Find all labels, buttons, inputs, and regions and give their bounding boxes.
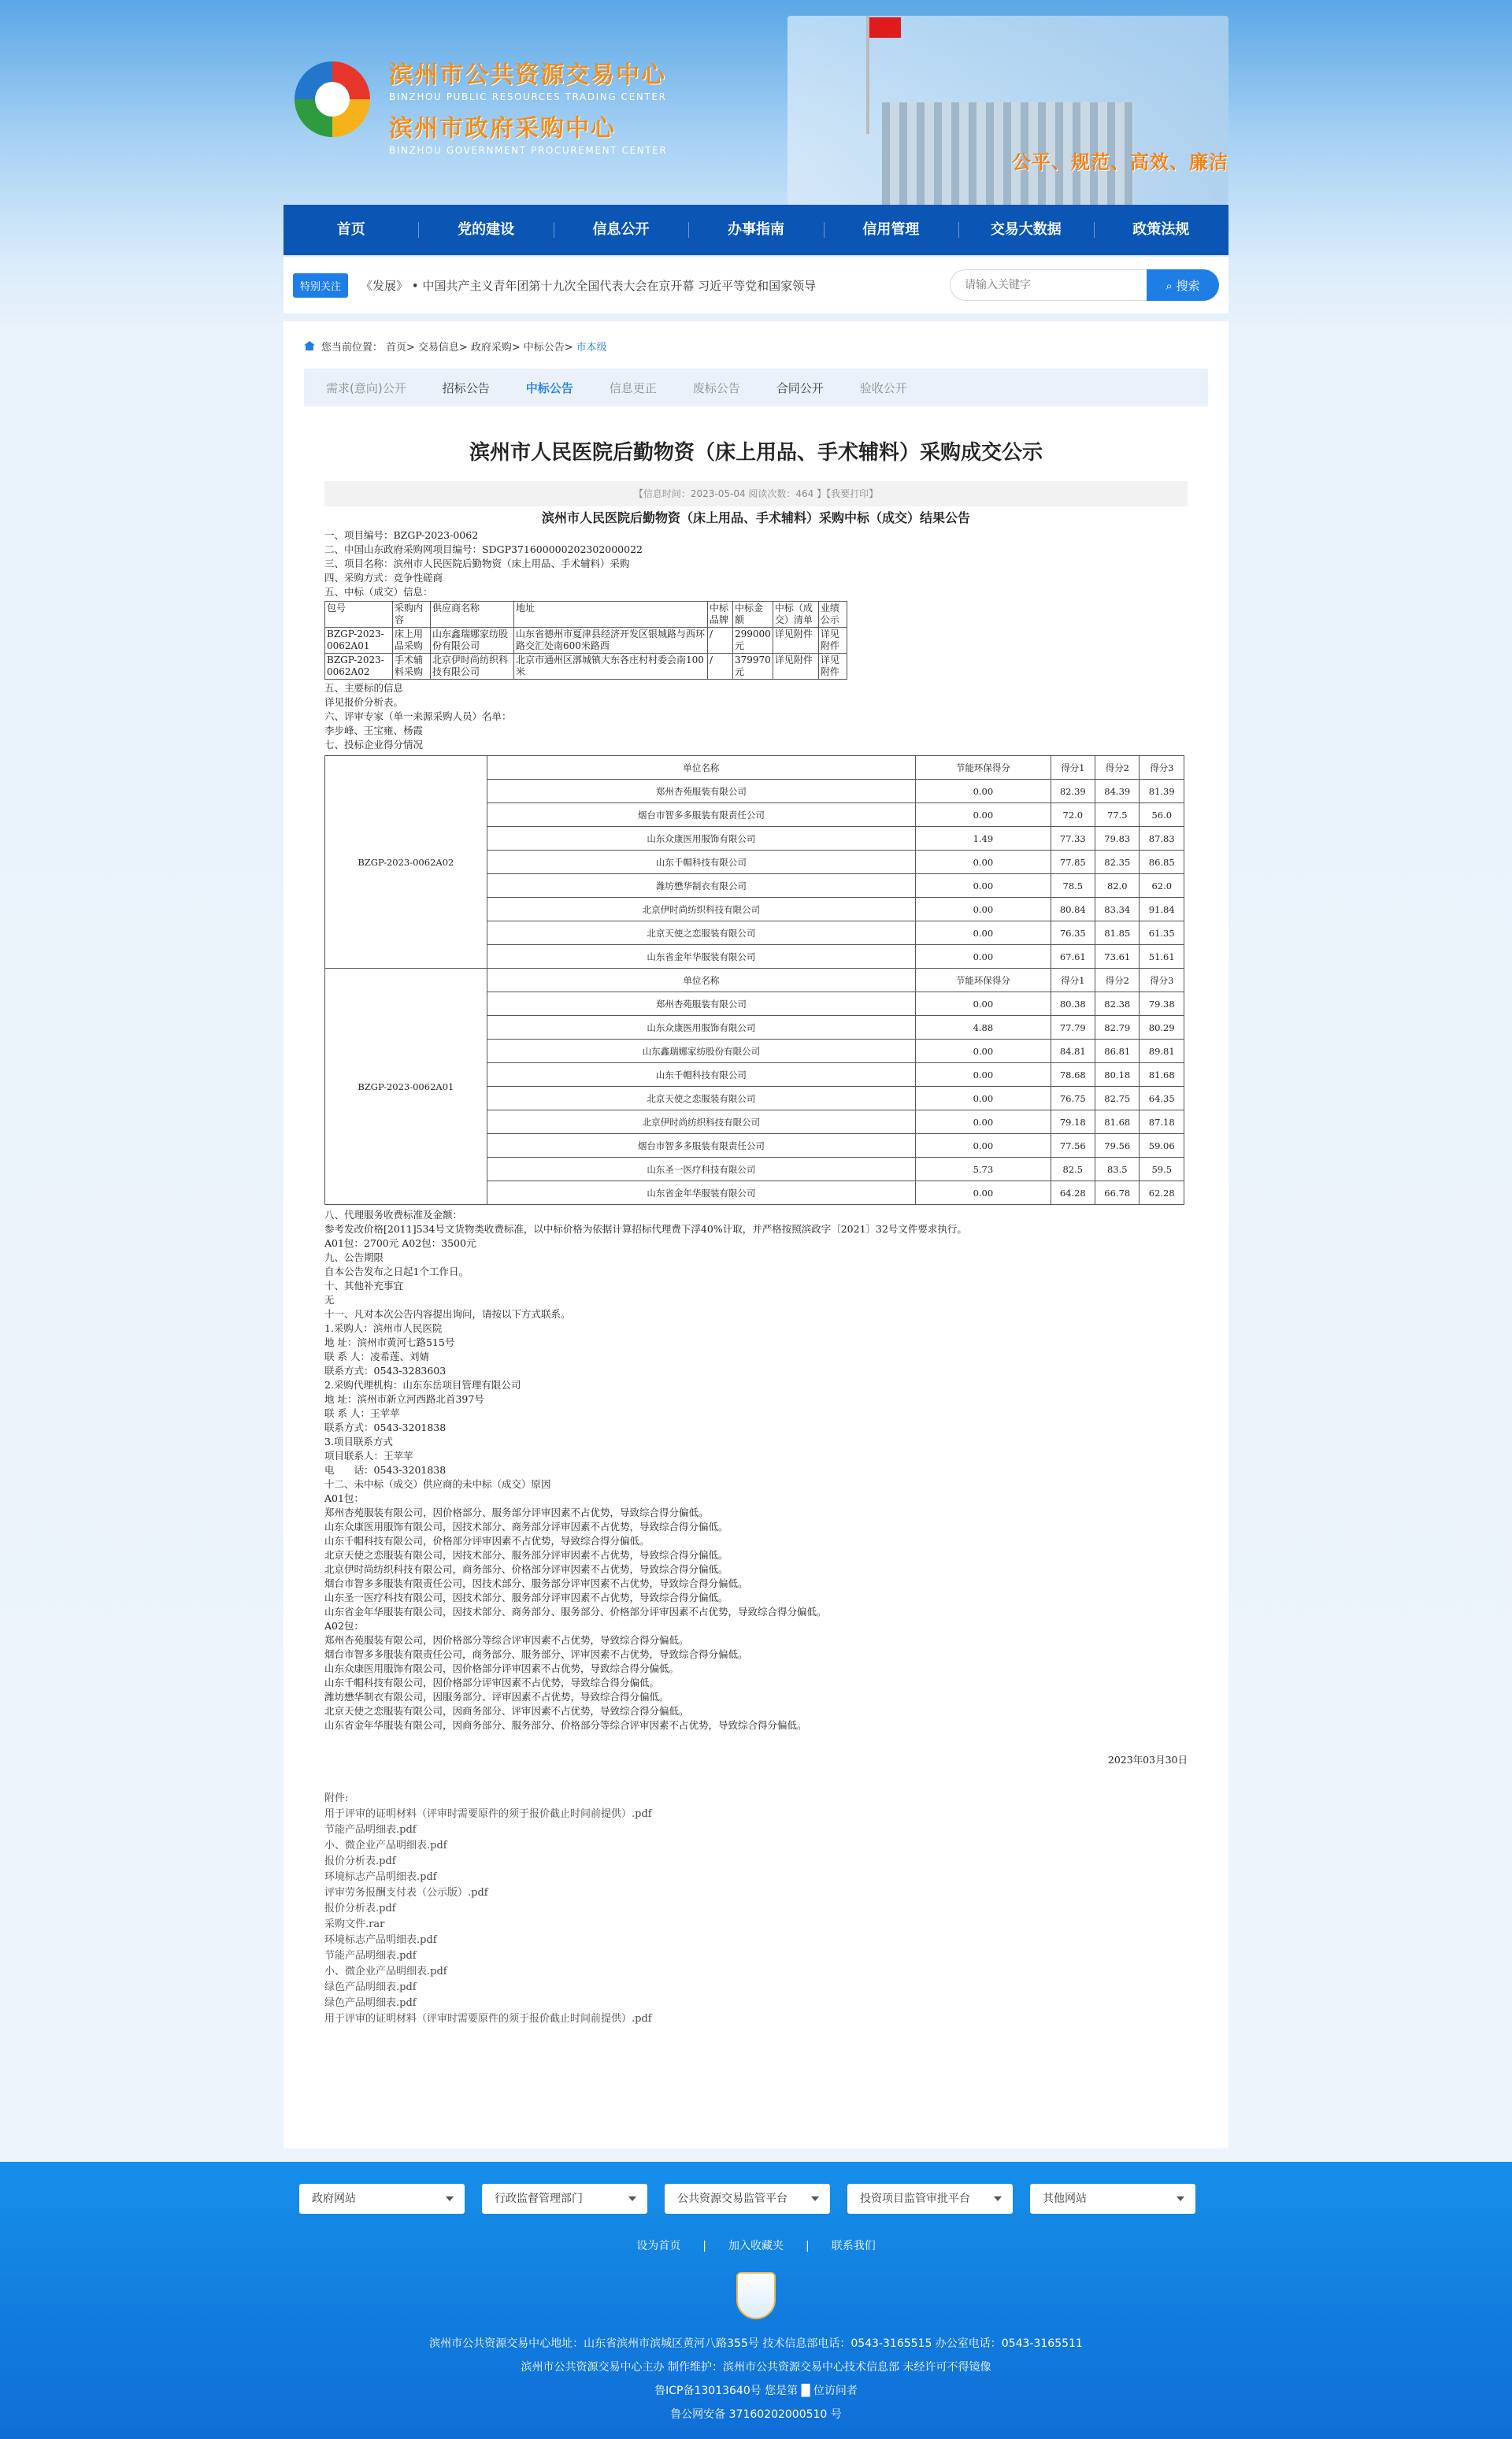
award-header-cell: 供应商名称 [431,602,514,628]
award-cell: 379970元 [733,654,773,680]
footer-select-label: 其他网站 [1043,2193,1087,2205]
building-image [788,16,1228,205]
attachment-link[interactable]: 节能产品明细表.pdf [324,1950,417,1962]
section-contacts [324,1208,1188,1733]
award-cell: 299000元 [733,628,773,654]
award-cell: 手术辅料采购 [393,654,431,680]
award-header-cell: 中标（成交）清单 [773,602,818,628]
score-cell: 80.84 [1051,898,1095,921]
award-header-cell: 业绩公示 [818,602,847,628]
score-header-cell: 得分3 [1140,756,1184,780]
article-line: 七、投标企业得分情况 [324,739,424,751]
score-header-cell: 单位名称 [487,969,915,992]
article-line: 电 话：0543-3201838 [324,1464,447,1476]
brand-title-2: 滨州市政府采购中心 [389,115,616,143]
article-line: 无 [324,1294,335,1306]
article-line: 十、其他补充事宜 [324,1280,404,1292]
notice-tag: 特别关注 [293,273,348,298]
score-cell: 73.61 [1095,945,1140,969]
score-header-cell: 得分3 [1140,969,1184,992]
score-cell: 91.84 [1140,898,1184,921]
attachment-link[interactable]: 报价分析表.pdf [324,1903,396,1915]
breadcrumb-home[interactable]: 首页> [386,341,415,354]
chevron-down-icon [1177,2196,1184,2201]
score-cell: 0.00 [916,780,1051,803]
gov-emblem-icon[interactable] [736,2272,776,2319]
footer-select[interactable] [299,2184,465,2214]
score-cell: 山东众康医用服饰有限公司 [487,1016,915,1040]
score-cell: 79.83 [1095,827,1140,851]
article-line: 十二、未中标（成交）供应商的未中标（成交）原因 [324,1478,551,1490]
article-line: 联系方式：0543-3201838 [324,1422,447,1433]
table-row [325,628,847,654]
score-cell: 82.35 [1095,851,1140,874]
brand-subtitle-2: BINZHOU GOVERNMENT PROCUREMENT CENTER [389,145,668,156]
score-cell: 77.79 [1051,1016,1095,1040]
article-line: 九、公告期限 [324,1251,384,1263]
article-line: 一、项目编号：BZGP-2023-0062 [324,529,479,541]
score-cell: 烟台市智多多服装有限责任公司 [487,1134,915,1158]
score-cell: 83.5 [1095,1158,1140,1181]
award-cell: / [708,628,733,654]
footer-select[interactable] [847,2184,1013,2214]
score-cell: 82.75 [1095,1087,1140,1110]
attachment-link[interactable]: 用于评审的证明材料（评审时需要原件的须于报价截止时间前提供）.pdf [324,1808,652,1820]
score-cell: 山东众康医用服饰有限公司 [487,827,915,851]
logo-icon[interactable] [295,61,370,137]
search-button[interactable] [1147,269,1219,301]
score-cell: 81.68 [1140,1063,1184,1087]
footer-link[interactable]: 加入收藏夹 [728,2240,784,2252]
package-cell: BZGP-2023-0062A02 [325,756,487,969]
article-line: 北京伊时尚纺织科技有限公司，商务部分、价格部分评审因素不占优势，导致综合得分偏低。 [324,1563,728,1575]
article-line: 联 系 人：凌希莲、刘婧 [324,1351,429,1362]
article-line: 3.项目联系方式 [324,1436,393,1447]
score-cell: 郑州杏苑服装有限公司 [487,992,915,1016]
attachment-link[interactable]: 用于评审的证明材料（评审时需要原件的须于报价截止时间前提供）.pdf [324,2013,652,2025]
article-line: 烟台市智多多服装有限责任公司，商务部分、服务部分、评审因素不占优势，导致综合得分偏低。 [324,1648,748,1660]
article-body [324,511,1188,2027]
section-experts [324,681,1188,752]
score-cell: 79.18 [1051,1110,1095,1134]
flag-icon [866,16,869,134]
footer-select-label: 政府网站 [312,2193,356,2205]
score-cell: 北京伊时尚纺织科技有限公司 [487,1110,915,1134]
publish-date: 2023年03月30日 [1107,1754,1188,1766]
link-divider: | [702,2240,706,2252]
main-nav [284,205,1228,255]
footer [0,2162,1512,2439]
tab-correction[interactable]: 信息更正 [609,380,657,395]
award-cell: 详见附件 [773,654,818,680]
breadcrumb-procure[interactable]: 政府采购> [470,341,521,354]
score-cell: 北京天使之恋服装有限公司 [487,921,915,945]
score-header-cell: 得分1 [1051,969,1095,992]
footer-select-label: 公共资源交易监管平台 [677,2193,788,2205]
score-cell: 山东千帽科技有限公司 [487,851,915,874]
award-cell: BZGP-2023-0062A01 [325,628,393,654]
score-cell: 0.00 [916,1040,1051,1063]
score-cell: 67.61 [1051,945,1095,969]
chevron-down-icon [811,2196,819,2201]
breadcrumb-prefix: 您当前位置： [321,341,384,354]
score-cell: 77.85 [1051,851,1095,874]
award-header-cell: 中标金额 [733,602,773,628]
award-header-cell: 采购内容 [393,602,431,628]
score-cell: 77.33 [1051,827,1095,851]
score-cell: 82.0 [1095,874,1140,898]
attachment-link[interactable]: 采购文件.rar [324,1918,385,1930]
nav-bigdata[interactable]: 交易大数据 [958,205,1093,255]
article-line: 地 址：滨州市黄河七路515号 [324,1336,455,1348]
attachment-link[interactable]: 报价分析表.pdf [324,1855,396,1867]
footer-info-line: 滨州市公共资源交易中心地址：山东省滨州市滨城区黄河八路355号 技术信息部电话：0543-3165515 办公室电话：0543-3165511 [429,2337,1083,2350]
chevron-down-icon [628,2196,636,2201]
brand [389,55,667,162]
score-cell: 80.29 [1140,1016,1184,1040]
score-cell: 66.78 [1095,1181,1140,1205]
article-title: 滨州市人民医院后勤物资（床上用品、手术辅料）采购成交公示 [469,441,1043,465]
article-line: 三、项目名称：滨州市人民医院后勤物资（床上用品、手术辅料）采购 [324,558,630,569]
article-line: 郑州杏苑服装有限公司，因价格部分等综合评审因素不占优势，导致综合得分偏低。 [324,1634,689,1646]
footer-info [0,2332,1512,2426]
nav-guide[interactable]: 办事指南 [688,205,823,255]
article-line: 山东众康医用服饰有限公司，因价格部分评审因素不占优势，导致综合得分偏低。 [324,1662,680,1674]
home-icon [304,341,315,350]
article-line: 2.采购代理机构：山东东岳项目管理有限公司 [324,1379,521,1391]
score-cell: 89.81 [1140,1040,1184,1063]
tab-void[interactable]: 废标公告 [692,380,740,395]
score-cell: 5.73 [916,1158,1051,1181]
score-cell: 78.5 [1051,874,1095,898]
tab-contract[interactable]: 合同公开 [776,380,824,395]
score-cell: 山东鑫瑞娜家纺股份有限公司 [487,1040,915,1063]
attachment-link[interactable]: 小、微企业产品明细表.pdf [324,1966,447,1978]
footer-select[interactable] [1030,2184,1195,2214]
article-line: 山东圣一医疗科技有限公司，因技术部分、服务部分评审因素不占优势，导致综合得分偏低。 [324,1592,728,1603]
score-cell: 81.68 [1095,1110,1140,1134]
search-button-label: 搜索 [1176,278,1200,293]
score-cell: 72.0 [1051,803,1095,827]
brand-title-1: 滨州市公共资源交易中心 [389,61,666,89]
score-cell: 78.68 [1051,1063,1095,1087]
nav-credit[interactable]: 信用管理 [824,205,958,255]
award-header-cell: 中标品牌 [708,602,733,628]
award-cell: 详见附件 [818,654,847,680]
attachments [324,1791,1188,2027]
article-line: 山东省金年华服装有限公司，因技术部分、商务部分、服务部分、价格部分评审因素不占优势，导致综合得分偏低。 [324,1606,827,1618]
article-line: 烟台市智多多服装有限责任公司，因技术部分、服务部分评审因素不占优势，导致综合得分偏低。 [324,1577,748,1589]
article-line: 二、中国山东政府采购网项目编号：SDGP371600000202302000022 [324,543,643,555]
award-cell: 详见附件 [773,628,818,654]
award-cell: 床上用品采购 [393,628,431,654]
search-icon: ⌕ [1166,278,1177,293]
attachment-link[interactable]: 节能产品明细表.pdf [324,1824,417,1836]
score-cell: 51.61 [1140,945,1184,969]
score-cell: 83.34 [1095,898,1140,921]
article-line: 五、中标（成交）信息： [324,586,433,598]
article-line: 联 系 人：王苹苹 [324,1407,400,1419]
article-line: A01包： [324,1492,364,1504]
score-cell: 0.00 [916,992,1051,1016]
score-cell: 山东圣一医疗科技有限公司 [487,1158,915,1181]
score-cell: 0.00 [916,945,1051,969]
article-line: 详见报价分析表。 [324,696,404,708]
award-cell: BZGP-2023-0062A02 [325,654,393,680]
score-cell: 1.49 [916,827,1051,851]
chevron-down-icon [446,2196,454,2201]
award-cell: 山东省德州市夏津县经济开发区银城路与西环路交汇处南600米路西 [514,628,708,654]
score-cell: 北京天使之恋服装有限公司 [487,1087,915,1110]
score-cell: 87.18 [1140,1110,1184,1134]
article-line: 山东省金年华服装有限公司，因商务部分、服务部分、价格部分等综合评审因素不占优势，导致综合得分偏低。 [324,1719,807,1731]
notice-marquee[interactable]: 《发展》 • 中国共产主义青年团第十九次全国代表大会在京开幕 习近平等党和国家领导 [361,278,817,293]
breadcrumb-award[interactable]: 中标公告> [523,341,573,354]
footer-info-line: 鲁ICP备13013640号 您是第 █ 位访问者 [654,2385,858,2397]
article-line: 山东众康医用服饰有限公司，因技术部分、商务部分评审因素不占优势，导致综合得分偏低。 [324,1521,728,1533]
score-cell: 0.00 [916,1181,1051,1205]
score-cell: 77.5 [1095,803,1140,827]
article-line: 联系方式：0543-3283603 [324,1365,447,1377]
article-line: A02包： [324,1620,364,1632]
score-cell: 64.28 [1051,1181,1095,1205]
article-line: A01包：2700元 A02包：3500元 [324,1237,476,1249]
score-cell: 79.56 [1095,1134,1140,1158]
score-cell: 0.00 [916,1063,1051,1087]
footer-select[interactable] [665,2184,830,2214]
score-header-cell: 节能环保得分 [916,969,1051,992]
score-cell: 87.83 [1140,827,1184,851]
article-heading: 滨州市人民医院后勤物资（床上用品、手术辅料）采购中标（成交）结果公告 [541,510,970,525]
score-cell: 0.00 [916,921,1051,945]
nav-info[interactable]: 信息公开 [554,205,688,255]
score-cell: 80.38 [1051,992,1095,1016]
search-input[interactable] [950,269,1147,301]
footer-info-line: 滨州市公共资源交易中心主办 制作维护：滨州市公共资源交易中心技术信息部 未经许可不得镜像 [521,2361,991,2374]
breadcrumb [304,335,1208,356]
article-line: 1.采购人：滨州市人民医院 [324,1322,443,1334]
attachment-link[interactable]: 环境标志产品明细表.pdf [324,1871,437,1883]
score-cell: 郑州杏苑服装有限公司 [487,780,915,803]
article-line: 李步峰、王宝雍、杨霞 [324,725,424,736]
sub-tabs [304,369,1208,406]
attachment-link[interactable]: 评审劳务报酬支付表（公示版）.pdf [324,1887,488,1899]
breadcrumb-trade[interactable]: 交易信息> [417,341,468,354]
score-header-cell: 得分2 [1095,756,1140,780]
search-box [950,269,1219,301]
score-cell: 82.5 [1051,1158,1095,1181]
score-cell: 山东千帽科技有限公司 [487,1063,915,1087]
award-cell: 北京伊时尚纺织科技有限公司 [431,654,514,680]
article-line: 北京天使之恋服装有限公司，因技术部分、服务部分评审因素不占优势，导致综合得分偏低。 [324,1549,728,1561]
score-cell: 81.85 [1095,921,1140,945]
score-cell: 0.00 [916,898,1051,921]
score-cell: 山东省金年华服装有限公司 [487,945,915,969]
footer-select-label: 投资项目监管审批平台 [860,2193,970,2205]
chevron-down-icon [994,2196,1002,2201]
score-cell: 64.35 [1140,1087,1184,1110]
article-line: 五、主要标的信息 [324,682,404,694]
attachment-link[interactable]: 绿色产品明细表.pdf [324,1981,417,1993]
score-cell: 4.88 [916,1016,1051,1040]
score-cell: 84.81 [1051,1040,1095,1063]
tab-tender[interactable]: 招标公告 [442,380,490,395]
article-line: 山东千帽科技有限公司，因价格部分评审因素不占优势，导致综合得分偏低。 [324,1677,660,1688]
award-cell: 北京市通州区漷城镇大东各庄村村委会南100米 [514,654,708,680]
article-line: 项目联系人：王苹苹 [324,1450,413,1462]
score-header-cell: 得分1 [1051,756,1095,780]
article-line: 参考发改价格[2011]534号文货物类收费标准，以中标价格为依据计算招标代理费下浮40%计取，并严格按照滨政字〔2021〕32号文件要求执行。 [324,1223,967,1235]
attachment-link[interactable]: 绿色产品明细表.pdf [324,1997,417,2009]
footer-selects [284,2184,1228,2214]
score-cell: 0.00 [916,851,1051,874]
score-cell: 76.75 [1051,1087,1095,1110]
article-line: 山东千帽科技有限公司，价格部分评审因素不占优势，导致综合得分偏低。 [324,1535,650,1547]
slogan: 公平、规范、高效、廉洁 [1012,151,1228,173]
main-content [284,321,1228,2148]
article-line: 八、代理服务收费标准及金额： [324,1209,463,1221]
article-meta: 【信息时间：2023-05-04 阅读次数：464 】【我要打印】 [324,481,1188,506]
score-cell: 62.28 [1140,1181,1184,1205]
score-cell: 82.38 [1095,992,1140,1016]
score-cell: 79.38 [1140,992,1184,1016]
notice-bar [284,257,1228,313]
table-row [325,654,847,680]
score-cell: 84.39 [1095,780,1140,803]
score-cell: 62.0 [1140,874,1184,898]
score-cell: 77.56 [1051,1134,1095,1158]
footer-select[interactable] [482,2184,647,2214]
award-cell: / [708,654,733,680]
score-cell: 北京伊时尚纺织科技有限公司 [487,898,915,921]
score-cell: 76.35 [1051,921,1095,945]
attachment-link[interactable]: 环境标志产品明细表.pdf [324,1934,437,1946]
score-cell: 81.39 [1140,780,1184,803]
score-header-cell: 得分2 [1095,969,1140,992]
score-cell: 82.39 [1051,780,1095,803]
article-line: 潍坊懋华制衣有限公司，因服务部分、评审因素不占优势，导致综合得分偏低。 [324,1691,669,1703]
score-cell: 86.85 [1140,851,1184,874]
score-cell: 0.00 [916,1134,1051,1158]
footer-info-line: 鲁公网安备 37160202000510 号 [670,2408,842,2421]
tab-demand[interactable]: 需求(意向)公开 [326,380,406,395]
header [284,0,1228,205]
score-cell: 56.0 [1140,803,1184,827]
tab-award[interactable]: 中标公告 [525,380,573,395]
section-project-info [324,528,1188,599]
score-table [324,755,1184,1205]
attachment-link[interactable]: 小、微企业产品明细表.pdf [324,1840,447,1851]
score-cell: 0.00 [916,874,1051,898]
footer-links [0,2237,1512,2253]
award-header-cell: 包号 [325,602,393,628]
tab-acceptance[interactable]: 验收公开 [859,380,907,395]
article-line: 自本公告发布之日起1个工作日。 [324,1266,469,1277]
footer-select-label: 行政监督管理部门 [495,2193,583,2205]
brand-subtitle-1: BINZHOU PUBLIC RESOURCES TRADING CENTER [389,91,667,102]
score-cell: 59.06 [1140,1134,1184,1158]
breadcrumb-current[interactable]: 市本级 [576,341,607,354]
score-cell: 0.00 [916,803,1051,827]
award-cell: 山东鑫瑞娜家纺股份有限公司 [431,628,514,654]
nav-party[interactable]: 党的建设 [418,205,553,255]
score-cell: 0.00 [916,1087,1051,1110]
score-cell: 山东省金年华服装有限公司 [487,1181,915,1205]
score-cell: 烟台市智多多服装有限责任公司 [487,803,915,827]
link-divider: | [806,2240,810,2252]
award-header-cell: 地址 [514,602,708,628]
score-cell: 82.79 [1095,1016,1140,1040]
score-header-cell: 节能环保得分 [916,756,1051,780]
award-cell: 详见附件 [818,628,847,654]
article-line: 十一、凡对本次公告内容提出询问，请按以下方式联系。 [324,1308,571,1320]
score-header-cell: 单位名称 [487,756,915,780]
article-line: 六、评审专家（单一来源采购人员）名单： [324,710,512,722]
attachments-label: 附件: [324,1792,349,1804]
footer-link[interactable]: 联系我们 [831,2240,876,2252]
score-cell: 86.81 [1095,1040,1140,1063]
article-line: 北京天使之恋服装有限公司，因商务部分、评审因素不占优势，导致综合得分偏低。 [324,1705,689,1717]
score-cell: 0.00 [916,1110,1051,1134]
score-cell: 潍坊懋华制衣有限公司 [487,874,915,898]
score-cell: 80.18 [1095,1063,1140,1087]
nav-home[interactable]: 首页 [336,221,365,238]
score-cell: 59.5 [1140,1158,1184,1181]
article-line: 四、采购方式：竞争性磋商 [324,572,443,584]
nav-policy[interactable]: 政策法规 [1094,205,1228,255]
article-line: 郑州杏苑服装有限公司，因价格部分、服务部分评审因素不占优势，导致综合得分偏低。 [324,1507,709,1518]
article-line: 地 址：滨州市新立河西路北首397号 [324,1393,484,1405]
award-table [324,601,847,680]
package-cell: BZGP-2023-0062A01 [325,969,487,1205]
footer-link[interactable]: 设为首页 [636,2240,681,2252]
score-cell: 61.35 [1140,921,1184,945]
